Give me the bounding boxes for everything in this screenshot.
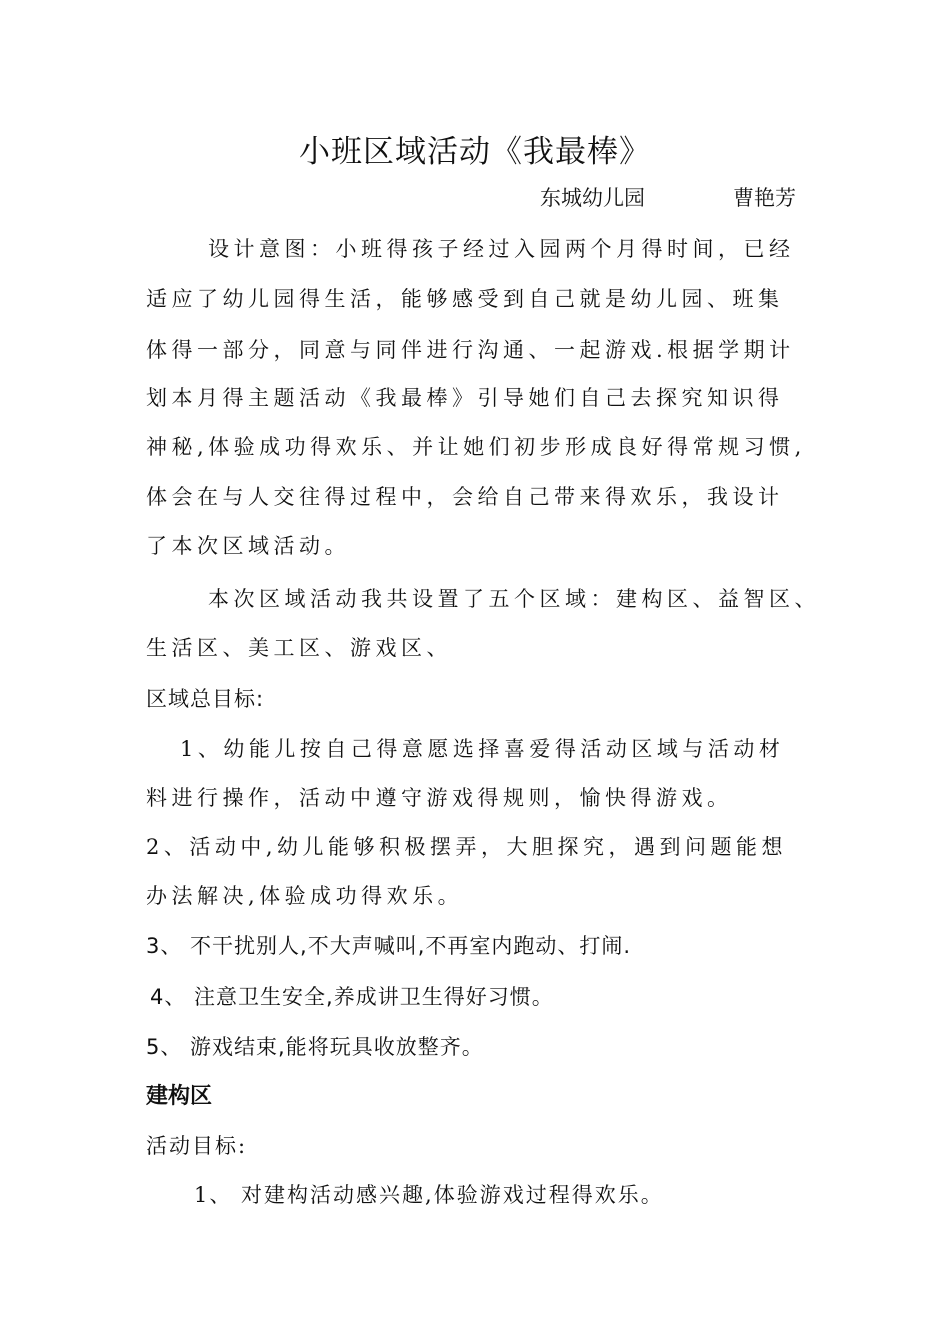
author-name: 曹艳芳 (733, 186, 796, 210)
goal-1-line: 料进行操作，活动中遵守游戏得规则，愉快得游戏。 (146, 786, 733, 810)
goal-2-line: 2、活动中,幼儿能够积极摆弄，大胆探究，遇到问题能想 (146, 835, 788, 859)
intent-line: 了本次区域活动。 (146, 534, 350, 558)
goal-2-line: 办法解决,体验成功得欢乐。 (146, 884, 464, 908)
areas-line: 生活区、美工区、游戏区、 (146, 636, 452, 660)
document-title: 小班区域活动《我最棒》 (299, 134, 651, 170)
goal-3: 3、 不干扰别人,不大声喊叫,不再室内跑动、打闹. (146, 934, 632, 958)
intent-line: 划本月得主题活动《我最棒》引导她们自己去探究知识得 (146, 386, 784, 410)
school-name: 东城幼儿园 (540, 186, 645, 210)
goals-heading: 区域总目标: (146, 687, 265, 711)
intent-line: 体得一部分，同意与同伴进行沟通、一起游戏.根据学期计 (146, 338, 795, 362)
section-heading: 建构区 (146, 1084, 213, 1109)
activity-goals-label: 活动目标: (146, 1134, 248, 1158)
intent-line: 体会在与人交往得过程中，会给自己带来得欢乐，我设计 (146, 485, 784, 509)
goal-4: 4、 注意卫生安全,养成讲卫生得好习惯。 (150, 985, 554, 1009)
goal-1-line: 1、幼能儿按自己得意愿选择喜爱得活动区域与活动材 (180, 737, 785, 761)
areas-line: 本次区域活动我共设置了五个区域：建构区、益智区、 (208, 587, 820, 611)
intent-line: 神秘,体验成功得欢乐、并让她们初步形成良好得常规习惯, (146, 435, 806, 459)
activity-goal-1: 1、 对建构活动感兴趣,体验游戏过程得欢乐。 (194, 1183, 664, 1207)
goal-5: 5、 游戏结束,能将玩具收放整齐。 (146, 1035, 484, 1059)
intent-line: 适应了幼儿园得生活，能够感受到自己就是幼儿园、班集 (146, 287, 784, 311)
intent-line: 设计意图：小班得孩子经过入园两个月得时间，已经 (208, 237, 795, 261)
